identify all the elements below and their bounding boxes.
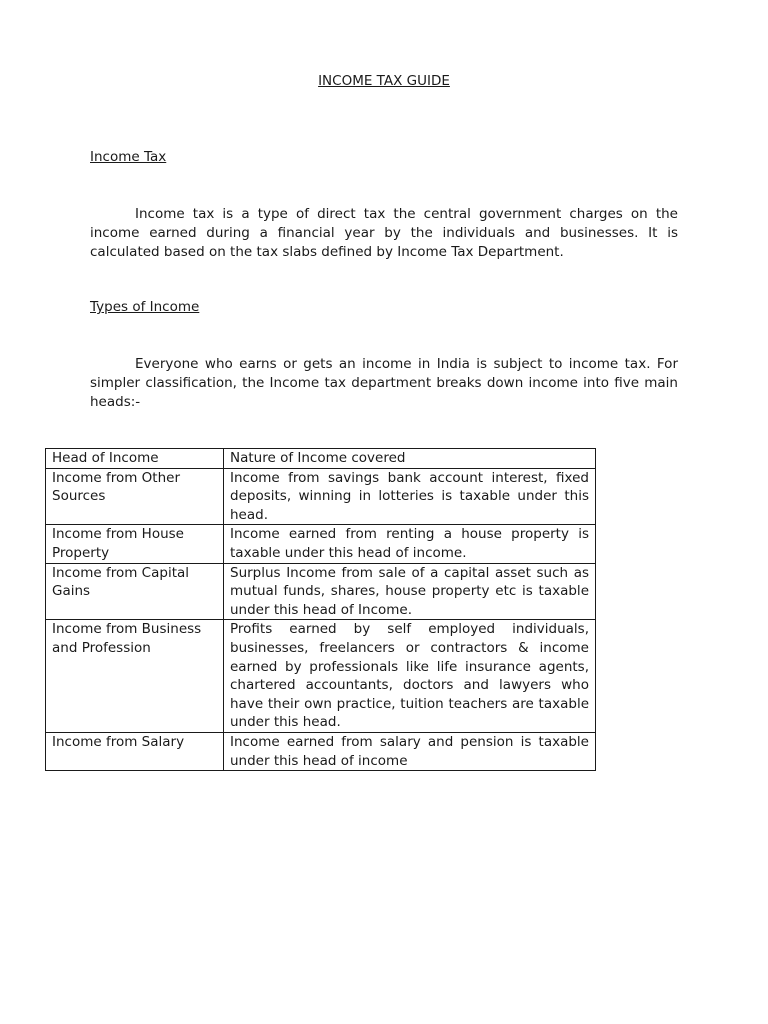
- table-cell-nature: Surplus Income from sale of a capital asset such as mutual funds, shares, house property etc is taxable under this head of Income.: [224, 563, 596, 620]
- table-cell-head: Income from Business and Profession: [46, 620, 224, 733]
- table-header-head-of-income: Head of Income: [46, 449, 224, 469]
- table-cell-head: Income from House Property: [46, 525, 224, 563]
- table-cell-head: Income from Capital Gains: [46, 563, 224, 620]
- table-header-nature-of-income: Nature of Income covered: [224, 449, 596, 469]
- table-row: [46, 525, 596, 563]
- table-cell-nature: Profits earned by self employed individuals, businesses, freelancers or contractors & income earned by professionals like life insurance agents, chartered accountants, doctors and lawyers who have their own practice, tuition teachers are taxable under this head.: [224, 620, 596, 733]
- section-heading-types-of-income: Types of Income: [90, 299, 200, 315]
- table-row: [46, 563, 596, 620]
- table-cell-head: Income from Other Sources: [46, 468, 224, 525]
- document-title: INCOME TAX GUIDE: [318, 73, 450, 89]
- table-header-row: [46, 449, 596, 469]
- table-cell-nature: Income from savings bank account interest, fixed deposits, winning in lotteries is taxable under this head.: [224, 468, 596, 525]
- income-heads-table: [45, 448, 596, 771]
- section-paragraph-income-tax: Income tax is a type of direct tax the central government charges on the income earned during a financial year by the individuals and businesses. It is calculated based on the tax slabs defined by Income Tax Department.: [90, 206, 678, 260]
- table-row: [46, 468, 596, 525]
- table-cell-nature: Income earned from renting a house property is taxable under this head of income.: [224, 525, 596, 563]
- table-cell-head: Income from Salary: [46, 732, 224, 770]
- table-row: [46, 620, 596, 733]
- table-cell-nature: Income earned from salary and pension is taxable under this head of income: [224, 732, 596, 770]
- section-paragraph-types-of-income: Everyone who earns or gets an income in India is subject to income tax. For simpler classification, the Income tax department breaks down income into five main heads:-: [90, 356, 678, 410]
- table-row: [46, 732, 596, 770]
- section-heading-income-tax: Income Tax: [90, 149, 167, 165]
